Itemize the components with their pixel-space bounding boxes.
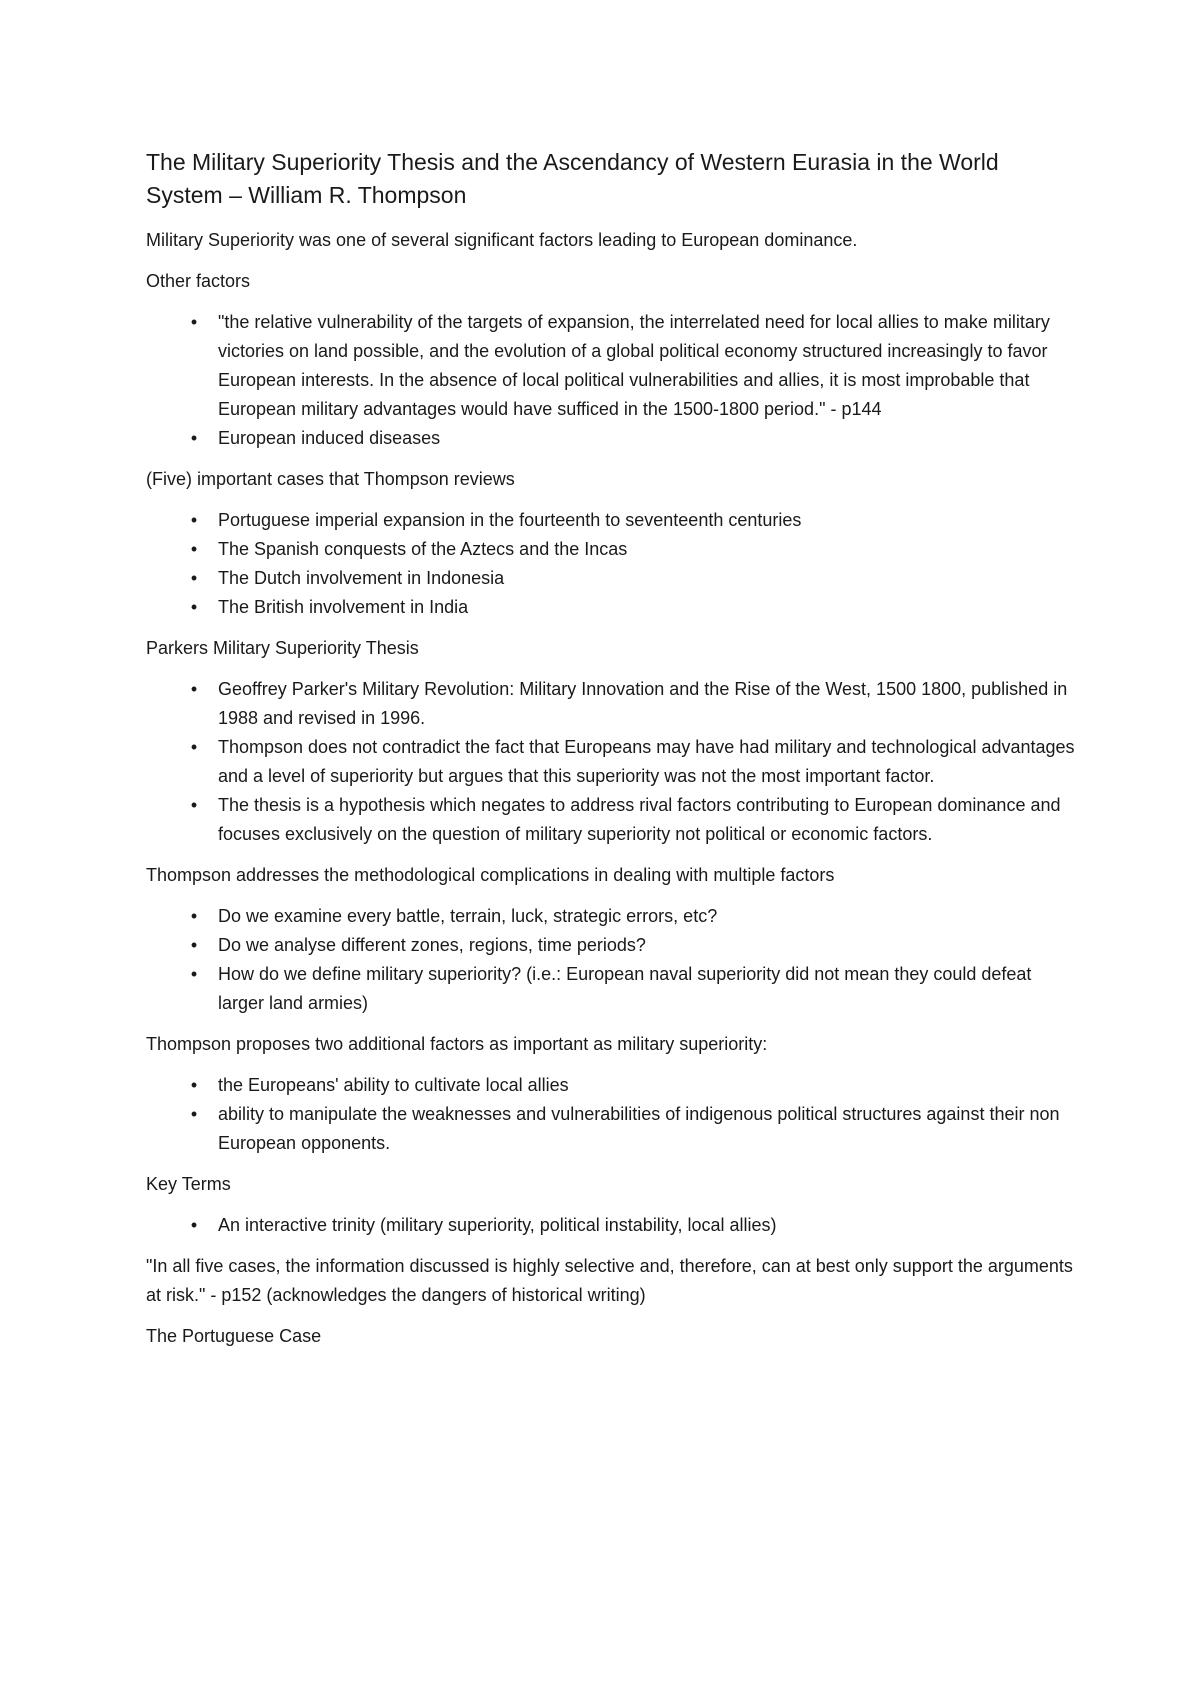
list-item	[146, 506, 1076, 535]
list-item	[146, 791, 1076, 849]
list-item-text: European induced diseases	[218, 428, 441, 448]
bullet-icon: •	[190, 795, 198, 815]
paragraph: "In all five cases, the information discussed is highly selective and, therefore, can at best only support the arguments at risk." - p152 (acknowledges the dangers of historical writing)	[146, 1256, 1073, 1305]
bullet-icon: •	[190, 428, 198, 448]
bullet-icon: •	[190, 737, 198, 757]
paragraph: Key Terms	[146, 1174, 231, 1194]
document-body	[146, 226, 1076, 1351]
list-item-text: Do we examine every battle, terrain, luck, strategic errors, etc?	[218, 906, 718, 926]
list-item	[146, 1100, 1076, 1158]
list-item-text: An interactive trinity (military superiority, political instability, local allies)	[218, 1215, 777, 1235]
list-item	[146, 424, 1076, 453]
list-item-text: The thesis is a hypothesis which negates to address rival factors contributing to European dominance and focuses exclusively on the question of military superiority not political or economic factors.	[218, 795, 1061, 844]
paragraph: Military Superiority was one of several significant factors leading to European dominance.	[146, 230, 858, 250]
list-item	[146, 1211, 1076, 1240]
list-item-text: Geoffrey Parker's Military Revolution: Military Innovation and the Rise of the West, 1500 1800, published in 1988 and revised in 1996.	[218, 679, 1068, 728]
list-item	[146, 960, 1076, 1018]
list-item	[146, 675, 1076, 733]
list-item	[146, 902, 1076, 931]
list-item	[146, 733, 1076, 791]
bullet-icon: •	[190, 1104, 198, 1124]
bullet-list	[146, 506, 1076, 622]
paragraph: (Five) important cases that Thompson reviews	[146, 469, 515, 489]
bullet-list	[146, 1211, 1076, 1240]
list-item-text: Thompson does not contradict the fact that Europeans may have had military and technological advantages and a level of superiority but argues that this superiority was not the most important factor.	[218, 737, 1075, 786]
bullet-list	[146, 675, 1076, 849]
bullet-icon: •	[190, 1075, 198, 1095]
bullet-icon: •	[190, 679, 198, 699]
list-item-text: "the relative vulnerability of the targets of expansion, the interrelated need for local allies to make military victories on land possible, and the evolution of a global political economy structured increasingly to favor European interests. In the absence of local political vulnerabilities and allies, it is most improbable that European military advantages would have sufficed in the 1500-1800 period." - p144	[218, 312, 1050, 419]
bullet-list	[146, 308, 1076, 453]
paragraph: The Portuguese Case	[146, 1326, 322, 1346]
bullet-icon: •	[190, 906, 198, 926]
paragraph: Thompson proposes two additional factors as important as military superiority:	[146, 1034, 768, 1054]
bullet-list	[146, 1071, 1076, 1158]
list-item	[146, 931, 1076, 960]
bullet-icon: •	[190, 964, 198, 984]
list-item-text: ability to manipulate the weaknesses and vulnerabilities of indigenous political structures against their non European opponents.	[218, 1104, 1060, 1153]
list-item	[146, 593, 1076, 622]
bullet-icon: •	[190, 539, 198, 559]
document-title: The Military Superiority Thesis and the Ascendancy of Western Eurasia in the World System – William R. Thompson	[146, 149, 999, 208]
list-item	[146, 535, 1076, 564]
list-item-text: The Spanish conquests of the Aztecs and the Incas	[218, 539, 628, 559]
document-page	[146, 146, 1076, 1363]
list-item-text: Do we analyse different zones, regions, time periods?	[218, 935, 646, 955]
list-item-text: Portuguese imperial expansion in the fourteenth to seventeenth centuries	[218, 510, 802, 530]
bullet-icon: •	[190, 312, 198, 332]
bullet-icon: •	[190, 597, 198, 617]
bullet-list	[146, 902, 1076, 1018]
list-item	[146, 564, 1076, 593]
bullet-icon: •	[190, 510, 198, 530]
paragraph: Parkers Military Superiority Thesis	[146, 638, 419, 658]
list-item-text: the Europeans' ability to cultivate local allies	[218, 1075, 569, 1095]
paragraph: Thompson addresses the methodological complications in dealing with multiple factors	[146, 865, 835, 885]
bullet-icon: •	[190, 935, 198, 955]
list-item	[146, 308, 1076, 424]
list-item-text: How do we define military superiority? (i.e.: European naval superiority did not mean they could defeat larger land armies)	[218, 964, 1032, 1013]
paragraph: Other factors	[146, 271, 251, 291]
bullet-icon: •	[190, 1215, 198, 1235]
list-item	[146, 1071, 1076, 1100]
list-item-text: The Dutch involvement in Indonesia	[218, 568, 505, 588]
bullet-icon: •	[190, 568, 198, 588]
list-item-text: The British involvement in India	[218, 597, 469, 617]
